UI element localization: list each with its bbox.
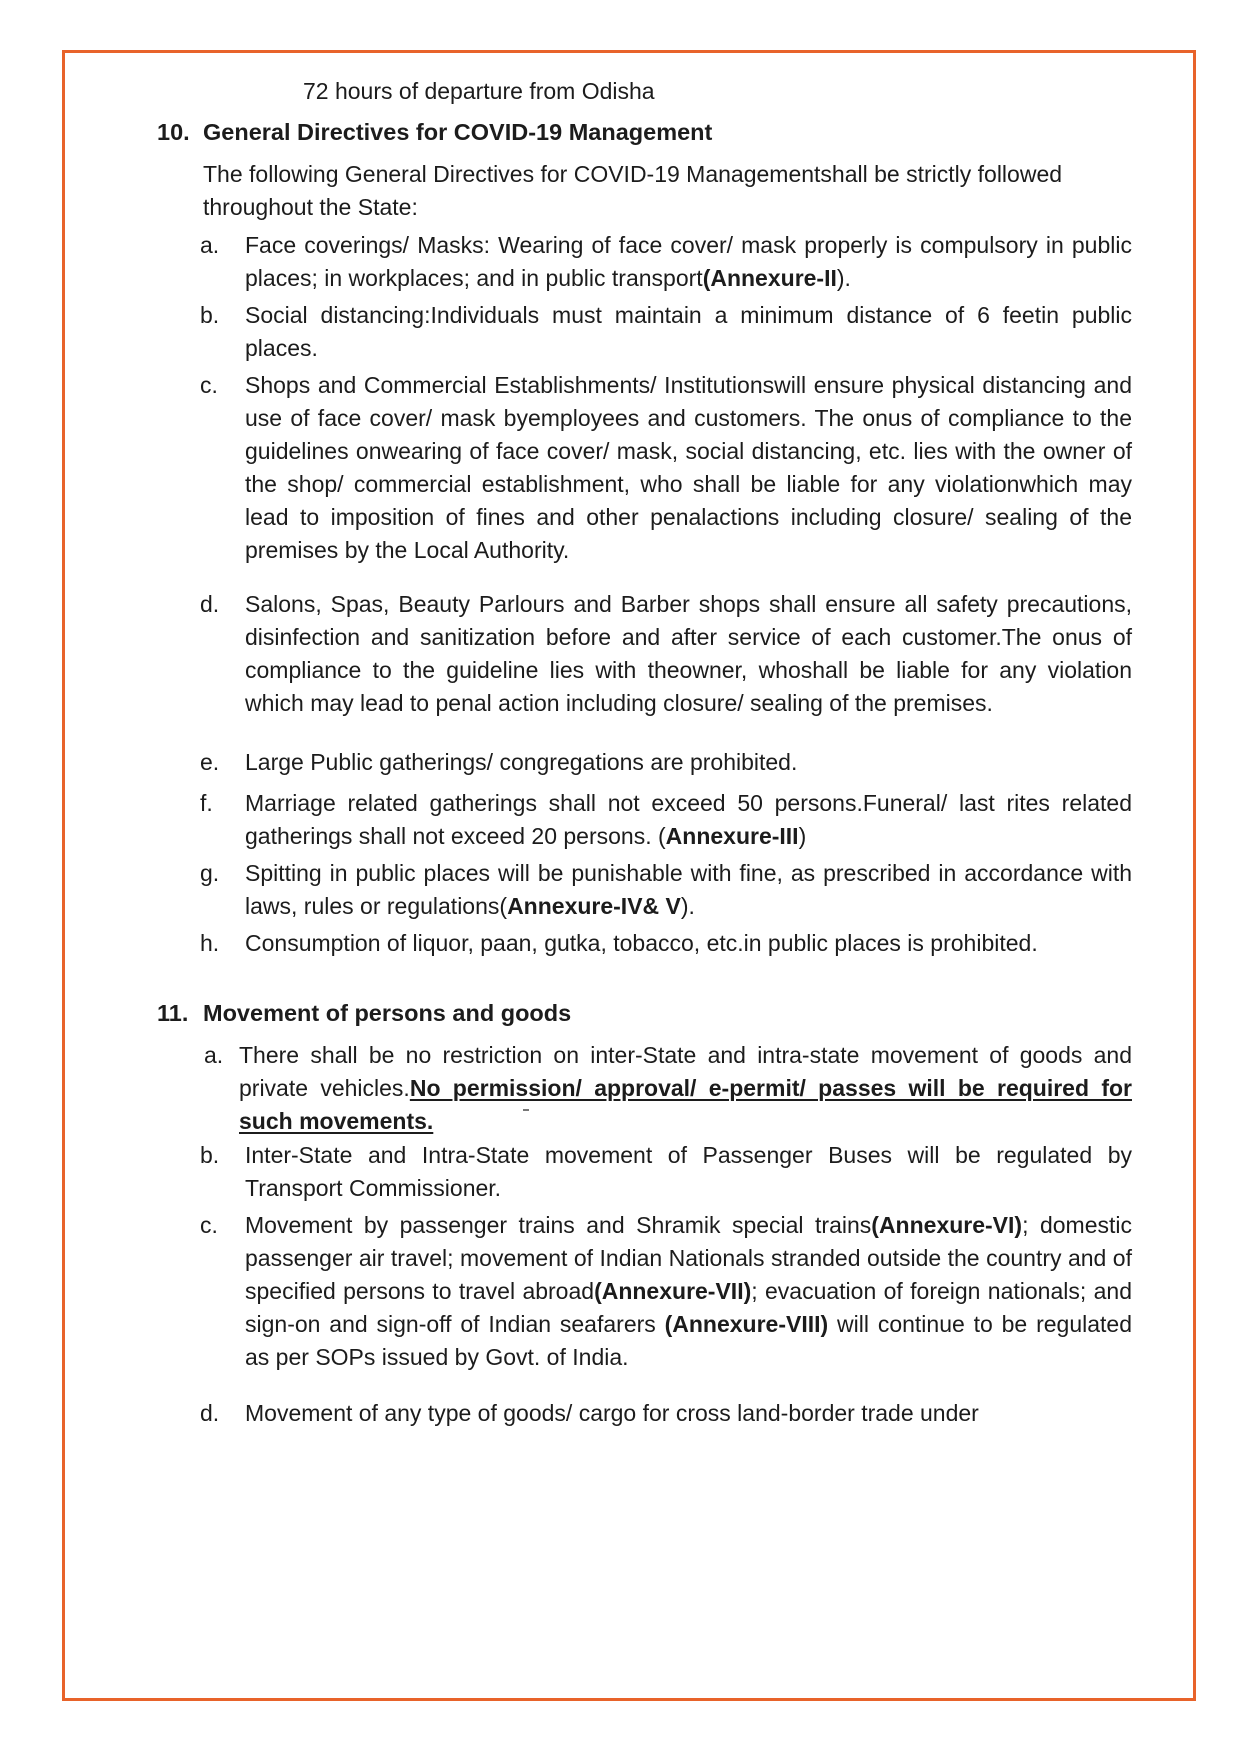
annexure-ref: (Annexure-VII) xyxy=(594,1278,752,1304)
section-number: 10. xyxy=(157,119,190,145)
list-item xyxy=(200,787,1132,853)
section-11-heading xyxy=(157,997,571,1030)
list-letter: d. xyxy=(200,591,220,617)
list-text: There shall be no restriction on inter-State and intra-state movement of goods and private vehicles.No permission/ approval/ e-permit/ passes will be required for such movements. xyxy=(239,1042,1132,1134)
list-item xyxy=(200,857,1132,923)
list-letter: e. xyxy=(200,749,220,775)
list-text: Shops and Commercial Establishments/ Institutionswill ensure physical distancing and use of face cover/ mask byemployees and customers. The onus of compliance to the guidelines onwearing of face cover/ mask, social distancing, etc. lies with the owner of the shop/ commercial establishment, who shall be liable for any violationwhich may lead to imposition of fines and other penalactions including closure/ sealing of the premises by the Local Authority. xyxy=(245,372,1132,563)
list-item xyxy=(200,1139,1132,1205)
section-10-heading xyxy=(157,116,712,149)
list-text: Consumption of liquor, paan, gutka, tobacco, etc.in public places is prohibited. xyxy=(245,930,1038,956)
list-item xyxy=(200,927,1132,960)
list-item xyxy=(200,369,1132,567)
section-10-intro: The following General Directives for COVID-19 Managementshall be strictly followed throughout the State: xyxy=(203,161,1063,220)
list-letter: c. xyxy=(200,372,218,398)
list-text: Movement by passenger trains and Shramik special trains(Annexure-VI); domestic passenger air travel; movement of Indian Nationals stranded outside the country and of specified persons to travel abroad(Annexure-VII); evacuation of foreign nationals; and sign-on and sign-off of Indian seafarers (Annexure-VIII) will continue to be regulated as per SOPs issued by Govt. of India. xyxy=(245,1212,1132,1370)
annexure-ref: Annexure-IV& V xyxy=(507,893,681,919)
annexure-ref: (Annexure-VI) xyxy=(871,1212,1023,1238)
section-number: 11. xyxy=(157,1000,189,1026)
list-letter: b. xyxy=(200,1142,220,1168)
list-item xyxy=(200,1039,1132,1138)
list-text: Inter-State and Intra-State movement of Passenger Buses will be regulated by Transport Commissioner. xyxy=(245,1142,1132,1201)
list-text: Movement of any type of goods/ cargo for cross land-border trade under xyxy=(245,1400,979,1426)
list-item xyxy=(200,588,1132,720)
underlined-notice: No permission/ approval/ e-permit/ passes will be required for such movements. xyxy=(239,1075,1132,1134)
list-text: Salons, Spas, Beauty Parlours and Barber shops shall ensure all safety precautions, disinfection and sanitization before and after service of each customer.The onus of compliance to the guideline lies with theowner, whoshall be liable for any violation which may lead to penal action including closure/ sealing of the premises. xyxy=(245,591,1132,716)
list-item xyxy=(200,229,1132,295)
section-title: General Directives for COVID-19 Management xyxy=(203,119,713,145)
continuation-line: 72 hours of departure from Odisha xyxy=(303,78,655,104)
annexure-ref: (Annexure-II xyxy=(702,265,837,291)
list-text: Face coverings/ Masks: Wearing of face cover/ mask properly is compulsory in public places; in workplaces; and in public transport(Annexure-II). xyxy=(245,232,1132,291)
list-item xyxy=(200,1209,1132,1374)
list-letter: c. xyxy=(200,1212,218,1238)
annexure-ref: Annexure-III xyxy=(665,823,799,849)
list-item xyxy=(200,1397,1132,1430)
list-text: Social distancing:Individuals must maintain a minimum distance of 6 feetin public places. xyxy=(245,302,1132,361)
list-letter: a. xyxy=(200,232,220,258)
section-title: Movement of persons and goods xyxy=(203,1000,572,1026)
annexure-ref: (Annexure-VIII) xyxy=(664,1311,829,1337)
list-letter: f. xyxy=(200,790,213,816)
list-letter: d. xyxy=(200,1400,220,1426)
list-letter: h. xyxy=(200,930,220,956)
list-letter: a. xyxy=(204,1042,224,1068)
list-letter: g. xyxy=(200,860,220,886)
list-text: Spitting in public places will be punishable with fine, as prescribed in accordance with laws, rules or regulations(Annexure-IV& V). xyxy=(245,860,1132,919)
list-item xyxy=(200,746,1132,779)
list-text: Marriage related gatherings shall not exceed 50 persons.Funeral/ last rites related gatherings shall not exceed 20 persons. (Annexure-III) xyxy=(245,790,1132,849)
list-text: Large Public gatherings/ congregations are prohibited. xyxy=(245,749,798,775)
list-item xyxy=(200,299,1132,365)
list-letter: b. xyxy=(200,302,220,328)
